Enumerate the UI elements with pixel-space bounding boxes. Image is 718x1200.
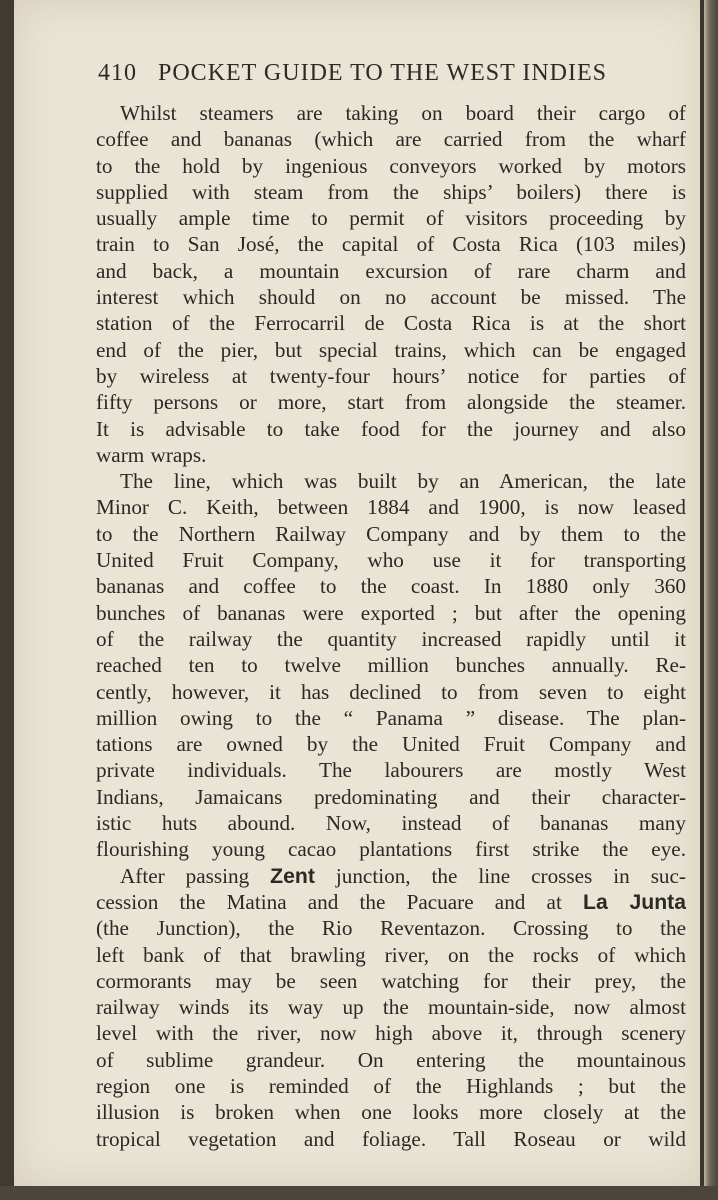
text-line: and back, a mountain excursion of rare charm and <box>96 258 686 283</box>
text-line: to the hold by ingenious conveyors worked by motors <box>96 153 686 178</box>
text-line: usually ample time to permit of visitors proceeding by <box>96 206 686 231</box>
text-line: The line, which was built by an American, the late <box>120 469 686 494</box>
text-line: left bank of that brawling river, on the rocks of which <box>96 942 686 967</box>
text-line: of sublime grandeur. On entering the mountainous <box>96 1047 686 1072</box>
text-line: Whilst steamers are taking on board their cargo of <box>120 101 686 125</box>
running-header <box>98 60 678 87</box>
text-line: end of the pier, but special trains, which can be engaged <box>96 337 686 362</box>
text-line: tations are owned by the United Fruit Company and <box>96 732 686 757</box>
text-line: private individuals. The labourers are mostly West <box>96 758 686 783</box>
bold-place-name: La Junta <box>583 890 686 914</box>
text-line: reached ten to twelve million bunches annually. Re- <box>96 653 686 678</box>
text-line: by wireless at twenty-four hours’ notice for parties of <box>96 363 686 388</box>
text-line: flourishing young cacao plantations first strike the eye. <box>96 837 686 862</box>
page-number: 410 <box>98 60 137 86</box>
text-line: (the Junction), the Rio Reventazon. Crossing to the <box>96 916 686 941</box>
text-line: cession the Matina and the Pacuare and at La Junta <box>96 889 686 914</box>
text-line: fifty persons or more, start from alongside the steamer. <box>96 390 686 415</box>
text-line: It is advisable to take food for the journey and also <box>96 416 686 441</box>
text-line: to the Northern Railway Company and by them to the <box>96 521 686 546</box>
text-line: illusion is broken when one looks more closely at the <box>96 1100 686 1125</box>
text-line: level with the river, now high above it, through scenery <box>96 1021 686 1046</box>
text-line: station of the Ferrocarril de Costa Rica is at the short <box>96 311 686 336</box>
text-line: bunches of bananas were exported ; but after the opening <box>96 600 686 625</box>
text-line: of the railway the quantity increased rapidly until it <box>96 626 686 651</box>
text-line: supplied with steam from the ships’ boilers) there is <box>96 179 686 204</box>
running-title: POCKET GUIDE TO THE WEST INDIES <box>158 60 608 86</box>
text-line: cently, however, it has declined to from seven to eight <box>96 679 686 704</box>
text-line: interest which should on no account be missed. The <box>96 285 686 310</box>
text-line: region one is reminded of the Highlands ; but the <box>96 1073 686 1098</box>
text-line: Minor C. Keith, between 1884 and 1900, is now leased <box>96 495 686 520</box>
text-line: istic huts abound. Now, instead of bananas many <box>96 811 686 836</box>
text-line: warm wraps. <box>96 442 207 467</box>
bold-place-name: Zent <box>270 864 315 888</box>
body-text <box>96 100 700 1152</box>
text-line: railway winds its way up the mountain-side, now almost <box>96 995 686 1020</box>
text-line: tropical vegetation and foliage. Tall Roseau or wild <box>96 1126 686 1151</box>
text-line: Indians, Jamaicans predominating and their character- <box>96 784 686 809</box>
text-line: United Fruit Company, who use it for transporting <box>96 548 686 573</box>
text-line: coffee and bananas (which are carried from the wharf <box>96 127 686 152</box>
text-line: train to San José, the capital of Costa Rica (103 miles) <box>96 232 686 257</box>
text-line: cormorants may be seen watching for their prey, the <box>96 968 686 993</box>
text-line: million owing to the “ Panama ” disease. The plan- <box>96 705 686 730</box>
text-line: After passing Zent junction, the line crosses in suc- <box>120 863 686 888</box>
page-bottom-edge <box>0 1186 718 1200</box>
text-line: bananas and coffee to the coast. In 1880 only 360 <box>96 574 686 599</box>
facing-page-edge <box>704 0 718 1200</box>
